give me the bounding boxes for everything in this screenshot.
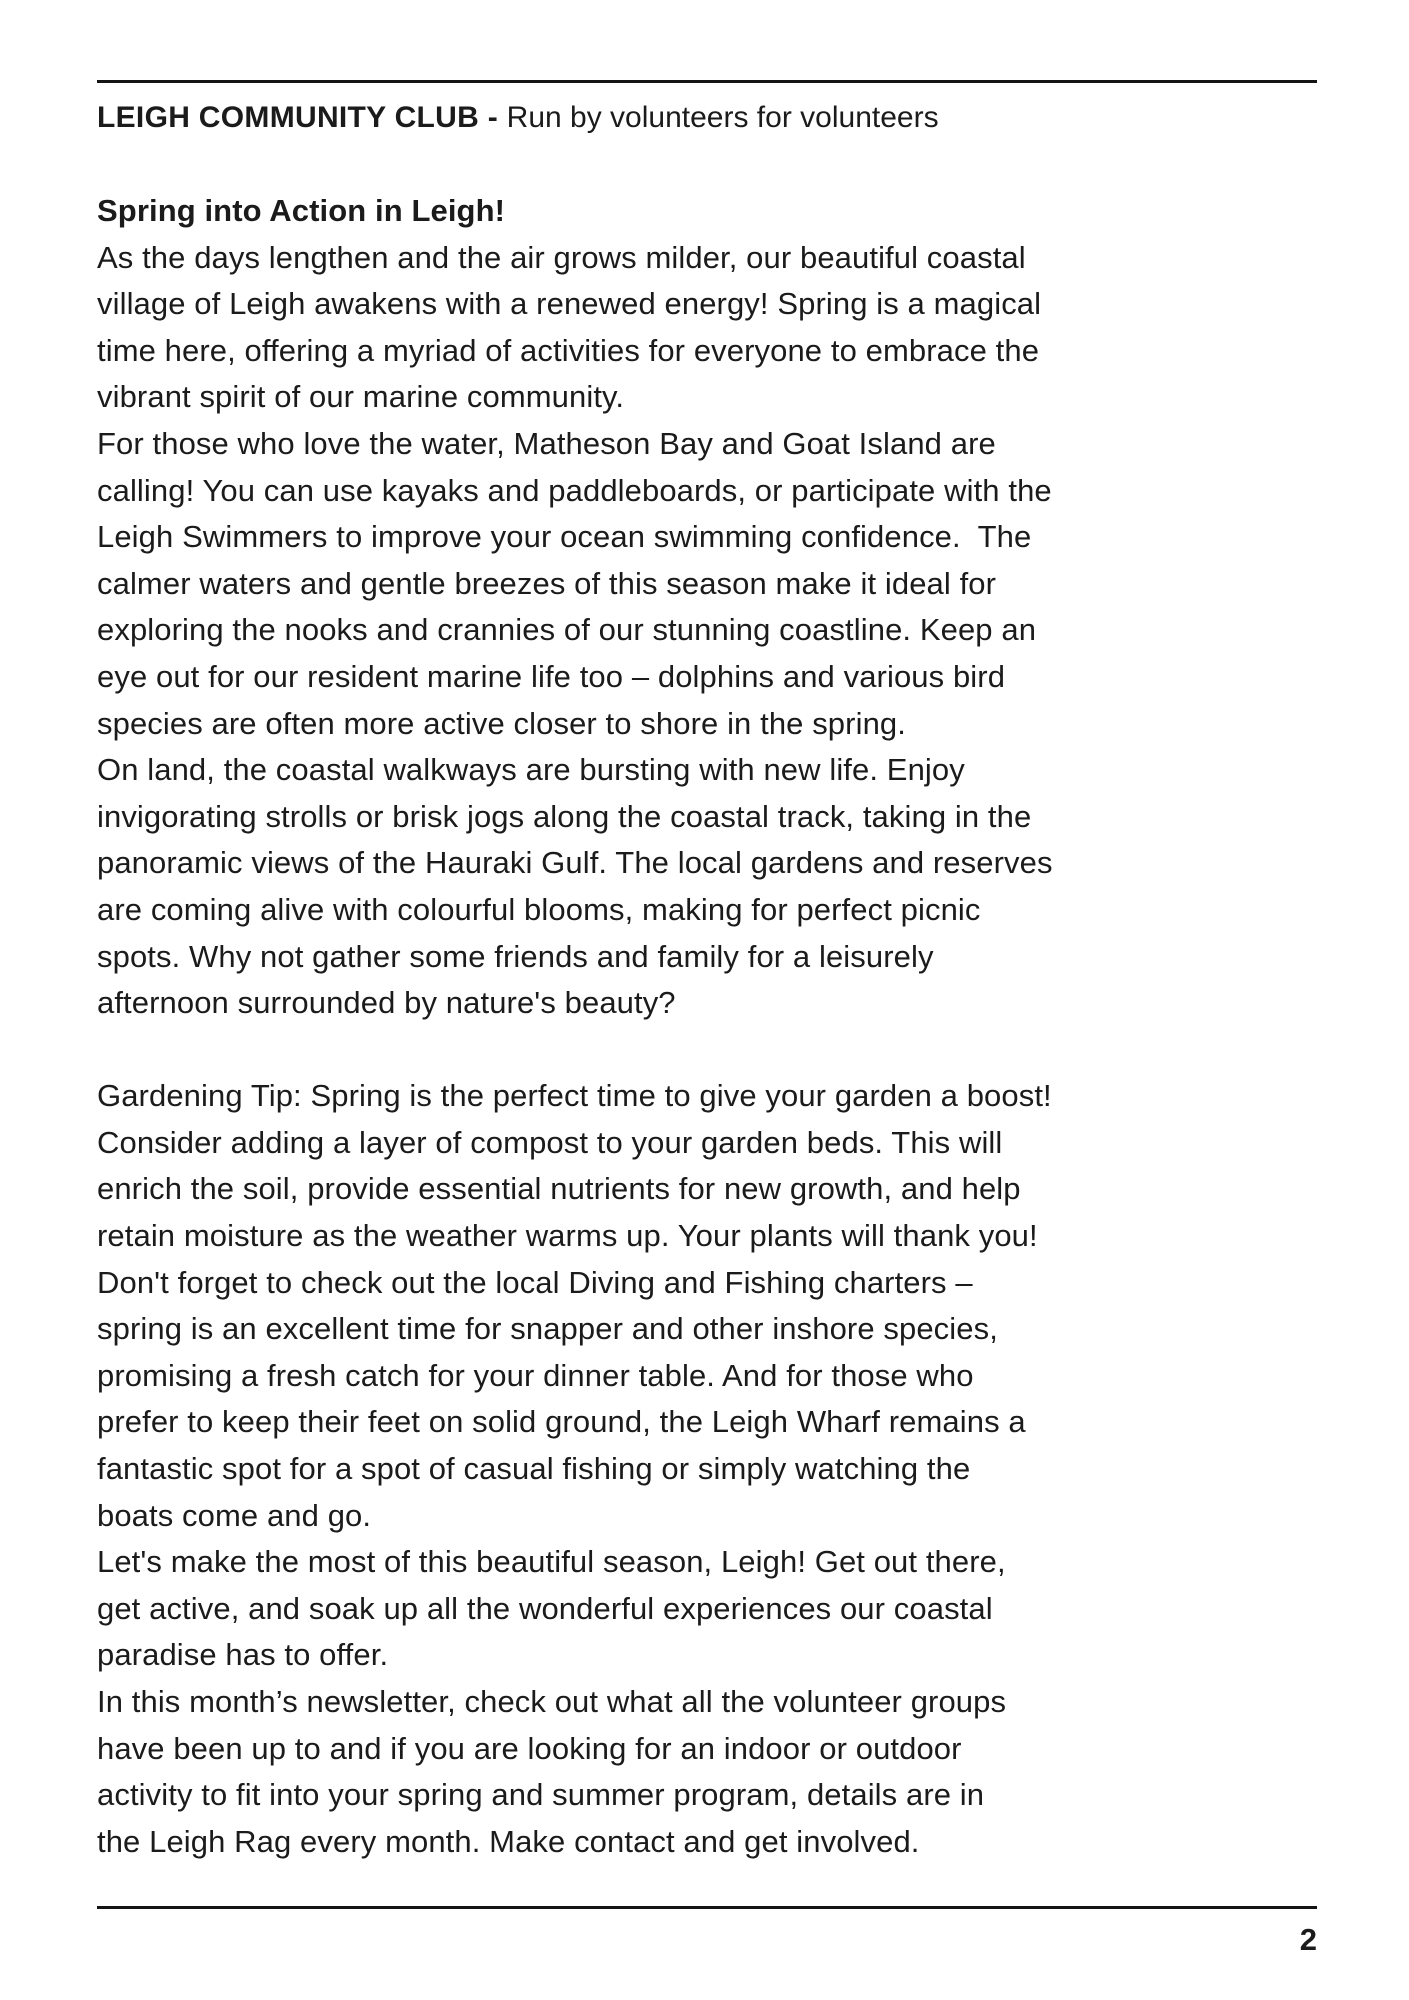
text-line: spots. Why not gather some friends and family for a leisurely bbox=[97, 938, 934, 974]
text-line: get active, and soak up all the wonderful experiences our coastal bbox=[97, 1590, 993, 1626]
text-line: prefer to keep their feet on solid ground, the Leigh Wharf remains a bbox=[97, 1404, 1026, 1440]
article-title: Spring into Action in Leigh! bbox=[97, 193, 506, 228]
text-line: Let's make the most of this beautiful season, Leigh! Get out there, bbox=[97, 1544, 1006, 1580]
article-body bbox=[97, 235, 1337, 1866]
text-line: Gardening Tip: Spring is the perfect time to give your garden a boost! bbox=[97, 1078, 1052, 1114]
text-line: are coming alive with colourful blooms, making for perfect picnic bbox=[97, 891, 981, 927]
text-line: afternoon surrounded by nature's beauty? bbox=[97, 985, 676, 1021]
text-line: village of Leigh awakens with a renewed energy! Spring is a magical bbox=[97, 286, 1042, 322]
paragraph bbox=[97, 1073, 1337, 1259]
text-line: time here, offering a myriad of activities for everyone to embrace the bbox=[97, 332, 1040, 368]
text-line: calmer waters and gentle breezes of this season make it ideal for bbox=[97, 565, 997, 601]
text-line: Leigh Swimmers to improve your ocean swimming confidence. The bbox=[97, 519, 1032, 555]
text-line: In this month’s newsletter, check out what all the volunteer groups bbox=[97, 1684, 1007, 1719]
text-line: invigorating strolls or brisk jogs along the coastal track, taking in the bbox=[97, 798, 1032, 834]
text-line: calling! You can use kayaks and paddleboards, or participate with the bbox=[97, 472, 1052, 508]
paragraph bbox=[97, 1260, 1337, 1540]
text-line: fantastic spot for a spot of casual fishing or simply watching the bbox=[97, 1451, 971, 1487]
text-line: promising a fresh catch for your dinner table. And for those who bbox=[97, 1357, 974, 1393]
text-line: spring is an excellent time for snapper and other inshore species, bbox=[97, 1311, 998, 1347]
text-line: eye out for our resident marine life too – dolphins and various bird bbox=[97, 658, 1006, 694]
paragraph bbox=[97, 421, 1337, 747]
text-line: species are often more active closer to shore in the spring. bbox=[97, 705, 906, 741]
text-line: activity to fit into your spring and summer program, details are in bbox=[97, 1777, 985, 1813]
bottom-rule bbox=[97, 1906, 1317, 1909]
paragraph bbox=[97, 1679, 1337, 1865]
text-line: exploring the nooks and crannies of our stunning coastline. Keep an bbox=[97, 612, 1037, 648]
text-line: the Leigh Rag every month. Make contact and get involved. bbox=[97, 1823, 920, 1859]
article bbox=[97, 188, 1337, 1865]
text-line: Don't forget to check out the local Diving and Fishing charters – bbox=[97, 1264, 973, 1300]
text-line: panoramic views of the Hauraki Gulf. The local gardens and reserves bbox=[97, 845, 1053, 881]
text-line: Consider adding a layer of compost to your garden beds. This will bbox=[97, 1124, 1003, 1160]
text-line: paradise has to offer. bbox=[97, 1637, 389, 1673]
text-line: As the days lengthen and the air grows milder, our beautiful coastal bbox=[97, 239, 1026, 275]
paragraph bbox=[97, 235, 1337, 421]
top-rule bbox=[97, 80, 1317, 83]
newsletter-header bbox=[97, 94, 1337, 141]
paragraph bbox=[97, 1539, 1337, 1679]
paragraph bbox=[97, 747, 1337, 1027]
text-line: boats come and go. bbox=[97, 1497, 372, 1533]
text-line: vibrant spirit of our marine community. bbox=[97, 379, 625, 415]
text-line: For those who love the water, Matheson Bay and Goat Island are bbox=[97, 425, 996, 461]
club-name: LEIGH COMMUNITY CLUB - bbox=[97, 101, 507, 134]
header-tagline: Run by volunteers for volunteers bbox=[506, 101, 939, 134]
page-number: 2 bbox=[1299, 1922, 1317, 1957]
text-line: enrich the soil, provide essential nutrients for new growth, and help bbox=[97, 1171, 1021, 1207]
paragraph-spacer bbox=[97, 1027, 1337, 1074]
text-line: have been up to and if you are looking for an indoor or outdoor bbox=[97, 1730, 962, 1766]
text-line: retain moisture as the weather warms up. Your plants will thank you! bbox=[97, 1218, 1038, 1254]
text-line: On land, the coastal walkways are bursting with new life. Enjoy bbox=[97, 752, 965, 788]
